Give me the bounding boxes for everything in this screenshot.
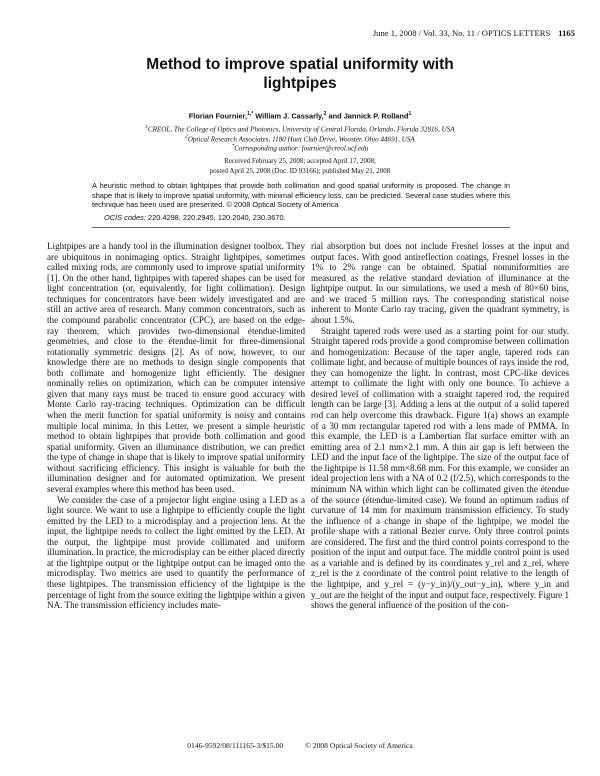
affiliation-text: CREOL, The College of Optics and Photonics, University of Central Florida, Orlando, Florida 32816, USA: [147, 125, 455, 134]
author-affiliation-marker: 2: [323, 111, 327, 117]
corresponding-author: [0, 142, 600, 154]
author-name: William J. Cassarly,: [255, 111, 324, 121]
page-number: 1165: [558, 28, 575, 38]
paragraph: rial absorption but does not include Fresnel losses at the input and output faces. With good antireflection coatings, Fresnel losses in the 1% to 2% range can be obtained. Spatial nonuniformities are measured as the relative standard deviation of illuminance at the lightpipe output. In our simulations, we used a mesh of 80×60 bins, and we traced 5 million rays. The corresponding statistical noise inherent to Monte Carlo ray tracing, given the quadrant symmetry, is about 1.5%.: [311, 241, 569, 325]
title-line-1: Method to improve spatial uniformity with: [146, 56, 454, 73]
title-line-2: lightpipes: [263, 75, 337, 92]
ocis-codes: [104, 213, 286, 222]
copyright: © 2008 Optical Society of America: [305, 741, 413, 750]
right-column: [311, 241, 569, 611]
abstract: A heuristic method to obtain lightpipes that provide both collimation and good spatial uniformity is proposed. The change in shape that is likely to improve spatial uniformity, with minimal efficiency loss, can be predicted. Several case studies where this technique has been used are presented. © 2008 Optical Society of America: [92, 181, 510, 209]
journal-citation: June 1, 2008 / Vol. 33, No. 11 / OPTICS LETTERS: [372, 28, 551, 38]
affiliation-marker: 1: [145, 125, 148, 130]
paragraph: Straight tapered rods were used as a starting point for our study. Straight tapered rods provide a good compromise between collimation and homogenization: Because of the taper angle, tapered rods can collimate light, and because of multiple bounces of rays inside the rod, they can homogenize the light. In contrast, most CPC-like devices attempt to collimate the light with only one bounce. To achieve a desired level of collimation with a straight tapered rod, the required length can be large [3]. Adding a lens at the output of a solid tapered rod can help overcome this drawback. Figure 1(a) shows an example of a 30 mm rectangular tapered rod with a lens made of PMMA. In this example, the LED is a Lambertian flat surface emitter with an emitting area of 2.1 mm×2.1 mm. A thin air gap is left between the LED and the input face of the lightpipe. The size of the output face of the lightpipe is 11.58 mm×8.68 mm. For this example, we consider an ideal projection lens with a NA of 0.2 (f/2.5), which corresponds to the minimum NA within which light can be collimated given the étendue of the source (étendue-limited case). We found an optimum radius of curvature of 14 mm for maximum transmission efficiency. To study the influence of a change in shape of the lightpipe, we model the profile shape with a rational Bezier curve. Only three control points are considered. The first and the third control points correspond to the position of the input and output face. The middle control point is used as a variable and is defined by its coordinates y_rel and z_rel, where z_rel is the z coordinate of the control point relative to the length of the lightpipe, and y_rel = (y−y_in)/(y_out−y_in), where y_in and y_out are the height of the input and output face, respectively. Figure 1 shows the general influence of the position of the con-: [311, 325, 569, 611]
article-title: [0, 55, 600, 93]
affiliation-text: Optical Research Associates, 1180 Hunt Club Drive, Wooster, Ohio 44691, USA: [187, 134, 415, 143]
author-name: Florian Fournier,: [188, 111, 248, 121]
received-dates: Received February 25, 2008; accepted April 17, 2008;: [224, 157, 376, 165]
abstract-divider: [92, 227, 510, 228]
issn-price: 0146-9592/08/111165-3/$15.00: [187, 741, 284, 750]
author-name: and Jannick P. Rolland: [328, 111, 409, 121]
author-list: [0, 111, 600, 120]
author-affiliation-marker: 1,*: [247, 111, 254, 117]
posted-dates: posted April 25, 2008 (Doc. ID 93166); published May 21, 2008: [209, 166, 391, 175]
paragraph: We consider the case of a projector light engine using a LED as a light source. We want to use a lightpipe to efficiently couple the light emitted by the LED to a microdisplay and a projection lens. At the input, the lightpipe needs to collect the light emitted by the LED. At the output, the lightpipe must provide collimated and uniform illumination. In practice, the microdisplay can be either placed directly at the lightpipe output or the lightpipe output can be imaged onto the microdisplay. Two metrics are used to quantify the performance of these lightpipes. The transmission efficiency of the lightpipe is the percentage of light from the source exiting the lightpipe within a given NA. The transmission efficiency includes mate-: [47, 494, 305, 611]
corresponding-author-text: Corresponding author: fournier@creol.ucf.edu: [234, 144, 369, 153]
ocis-code-list: 220.4298, 220.2945, 120.2040, 230.3670.: [147, 213, 286, 222]
affiliation-marker: *: [231, 144, 235, 149]
running-head: [373, 28, 575, 38]
affiliation-marker: 2: [185, 134, 188, 140]
paragraph: Lightpipes are a handy tool in the illumination designer toolbox. They are ubiquitous in nonimaging optics. Straight lightpipes, sometimes called mixing rods, are commonly used to improve spatial uniformity [1]. On the other hand, lightpipes with tapered shapes can be used for light concentration (or, equivalently, for light collimation). Design techniques for concentrators have been widely investigated and are still an active area of research. Many common concentrators, such as the compound parabolic concentrator (CPC), are based on the edge-ray theorem, which provides two-dimensional étendue-limited geometries, and close to the étendue-limit for three-dimensional rotationally symmetric designs [2]. As of now, however, to our knowledge there are no methods to design single components that both collimate and homogenize light efficiently. The designer nominally relies on optimization, which can be computer intensive given that many rays must be traced to ensure good accuracy with Monte Carlo ray-tracing techniques. Optimization can be difficult when the merit function for spatial uniformity is noisy and contains multiple local minima. In this Letter, we present a simple heuristic method to obtain lightpipes that provide both collimation and good spatial uniformity. Given an illuminance distribution, we can predict the type of change in shape that is likely to improve spatial uniformity without sacrificing efficiency. This insight is valuable for both the illumination designer and for automated optimization. We present several examples where this method has been used.: [47, 241, 305, 494]
page-footer: [0, 741, 600, 750]
left-column: [47, 241, 305, 611]
ocis-label: OCIS codes:: [104, 213, 146, 222]
author-affiliation-marker: 1: [408, 111, 412, 117]
